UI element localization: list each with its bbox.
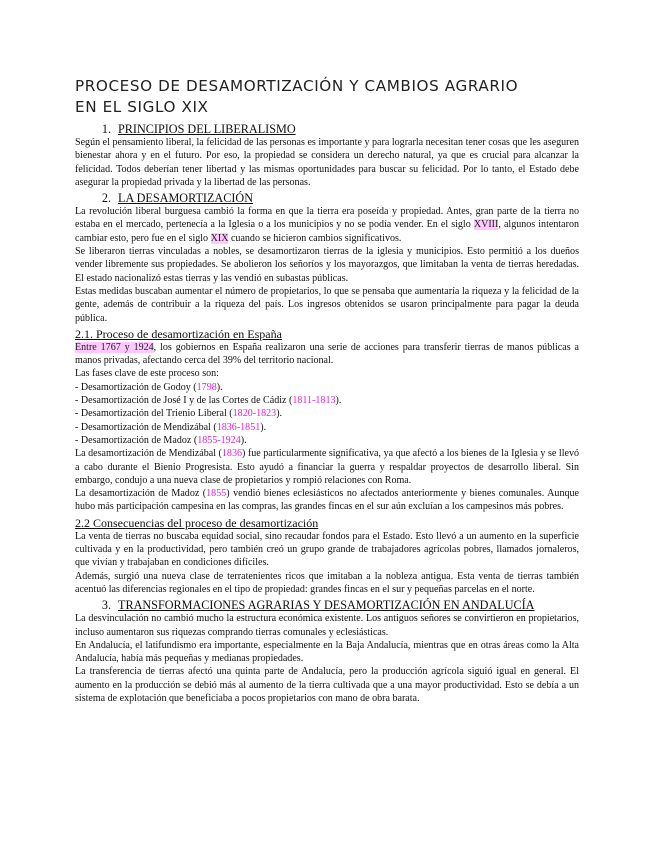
document-title <box>75 76 579 118</box>
paragraph: La venta de tierras no buscaba equidad social, sino recaudar fondos para el Estado. Esto llevó a un aumento en la superficie cultivada y en la productividad, pero también creó un grupo grande de trabajadores agrícolas pobres, llamados jornaleros, que vivían y trabajaban en condiciones difíciles. <box>75 530 579 569</box>
phases-list <box>75 381 579 447</box>
subsection-2-2-heading <box>75 516 579 530</box>
section-1-heading <box>75 122 579 136</box>
highlighted-text: XIX <box>210 232 229 244</box>
document-page <box>75 76 579 705</box>
subsection-title: 2.2 Consecuencias del proceso de desamortización <box>75 515 319 530</box>
section-title: PRINCIPIOS DEL LIBERALISMO <box>118 122 296 136</box>
paragraph: La transferencia de tierras afectó una quinta parte de Andalucía, pero la producción agrícola siguió igual en general. El aumento en la producción se debió más al aumento de la tierra cultivada que a una mayor productividad. Esto se debía a un sistema de explotación que beneficiaba a pocos propietarios con mano de obra barata. <box>75 666 579 704</box>
paragraph: Además, surgió una nueva clase de terratenientes ricos que imitaban a la nobleza antigua. Esta venta de tierras también acentuó las diferencias regionales en el tipo de propiedad: grandes fincas en el sur y pequeñas parcelas en el norte. <box>75 570 579 595</box>
paragraph <box>75 487 579 514</box>
text-run: , los gobiernos en España realizaron una serie de acciones para transferir tierras de manos públicas a manos privadas, afectando cerca del 39% del territorio nacional. <box>75 341 579 367</box>
subsection-2-1-heading <box>75 327 579 341</box>
paragraph: Se liberaron tierras vinculadas a nobles, se desamortizaron tierras de la iglesia y municipios. Esto permitió a los dueños vender libremente sus propiedades. Se abolieron los señoríos y los mayorazgos, que limitaban la venta de tierras heredadas. El estado nacionalizó estas tierras y las vendió en subastas públicas. <box>75 246 579 284</box>
list-item: - Desamortización de Madoz (1855-1924). <box>75 434 247 446</box>
title-line-1: PROCESO DE DESAMORTIZACIÓN Y CAMBIOS AGRARIO <box>75 77 519 95</box>
title-line-2: EN EL SIGLO XIX <box>75 98 209 116</box>
section-title: LA DESAMORTIZACIÓN <box>118 191 254 206</box>
text-run: La desamortización de Madoz ( <box>75 488 207 500</box>
section-3-heading <box>75 598 579 612</box>
section-number: 3. <box>101 598 111 613</box>
subsection-title: 2.1. Proceso de desamortización en España <box>75 326 282 341</box>
paragraph: Según el pensamiento liberal, la felicidad de las personas es importante y para lograrla necesitan tener cosas que les aseguren bienestar ahora y en el futuro. Por eso, la propiedad se considera un derecho natural, ya que es crucial para alcanzar la felicidad. Todos deberían tener libertad y las mismas oportunidades para buscar su felicidad. Por lo tanto, el Estado debe asegurar la propiedad privada y la libertad de las personas. <box>75 137 579 188</box>
section-title: TRANSFORMACIONES AGRARIAS Y DESAMORTIZACIÓN EN ANDALUCÍA <box>118 598 535 613</box>
highlighted-text: XVIII <box>473 219 499 231</box>
section-number: 2. <box>101 191 111 206</box>
highlighted-text: 1855 <box>206 488 227 500</box>
paragraph: En Andalucía, el latifundismo era importante, especialmente en la Baja Andalucía, mientras que en otras áreas como la Alta Andalucía, había más pequeñas y medianas propiedades. <box>75 639 579 665</box>
paragraph <box>75 447 579 487</box>
list-item: - Desamortización de José I y de las Cortes de Cádiz (1811-1813). <box>75 395 342 407</box>
text-run: ) vendió bienes eclesiásticos no afectados anteriormente y bienes comunales. Aunque hubo más participación campesina en las compras, las grandes fincas en el sur aún excluían a los campesinos más pobres. <box>75 488 579 513</box>
list-item: - Desamortización del Trienio Liberal (1820-1823). <box>75 408 283 420</box>
text-run: cuando se hicieron cambios significativos. <box>228 232 402 244</box>
paragraph: Las fases clave de este proceso son: <box>75 368 219 380</box>
section-number: 1. <box>101 122 111 136</box>
paragraph: Estas medidas buscaban aumentar el número de propietarios, lo que se pensaba que aumentaría la riqueza y la felicidad de la gente, además de contribuir a la riqueza del país. Los ingresos obtenidos se usaron principalmente para pagar la deuda pública. <box>75 285 579 324</box>
text-run: La desamortización de Mendizábal ( <box>75 448 222 460</box>
paragraph <box>75 205 579 245</box>
text-run: , algunos intentaron cambiar esto, pero fue en el siglo <box>75 219 579 244</box>
list-item: - Desamortización de Mendizábal (1836-1851). <box>75 421 267 433</box>
highlighted-text: 1836 <box>221 448 242 460</box>
paragraph: La desvinculación no cambió mucho la estructura económica existente. Los antiguos señores se convirtieron en propietarios, incluso aumentaron sus riquezas comprando tierras comunales y eclesiásticas. <box>75 613 579 638</box>
section-2-heading <box>75 191 579 205</box>
list-item: - Desamortización de Godoy (1798). <box>75 381 223 393</box>
text-run: ) fue particularmente significativa, ya que afectó a los bienes de la Iglesia y se llevó a cabo durante el Bienio Progresista. Esto ayudó a financiar la guerra y respaldar proyectos de desarrollo liberal. Sin embargo, condujo a una nueva clase de propietarios y rompió relaciones con Roma. <box>75 448 579 486</box>
highlighted-text: Entre 1767 y 1924 <box>75 341 154 353</box>
text-run: La revolución liberal burguesa cambió la forma en que la tierra era poseída y propiedad. Antes, gran parte de la tierra no estaba en el mercado, pertenecía a la Iglesia o a los municipios y no se podía vender. En el siglo <box>75 206 579 231</box>
paragraph <box>75 341 579 368</box>
